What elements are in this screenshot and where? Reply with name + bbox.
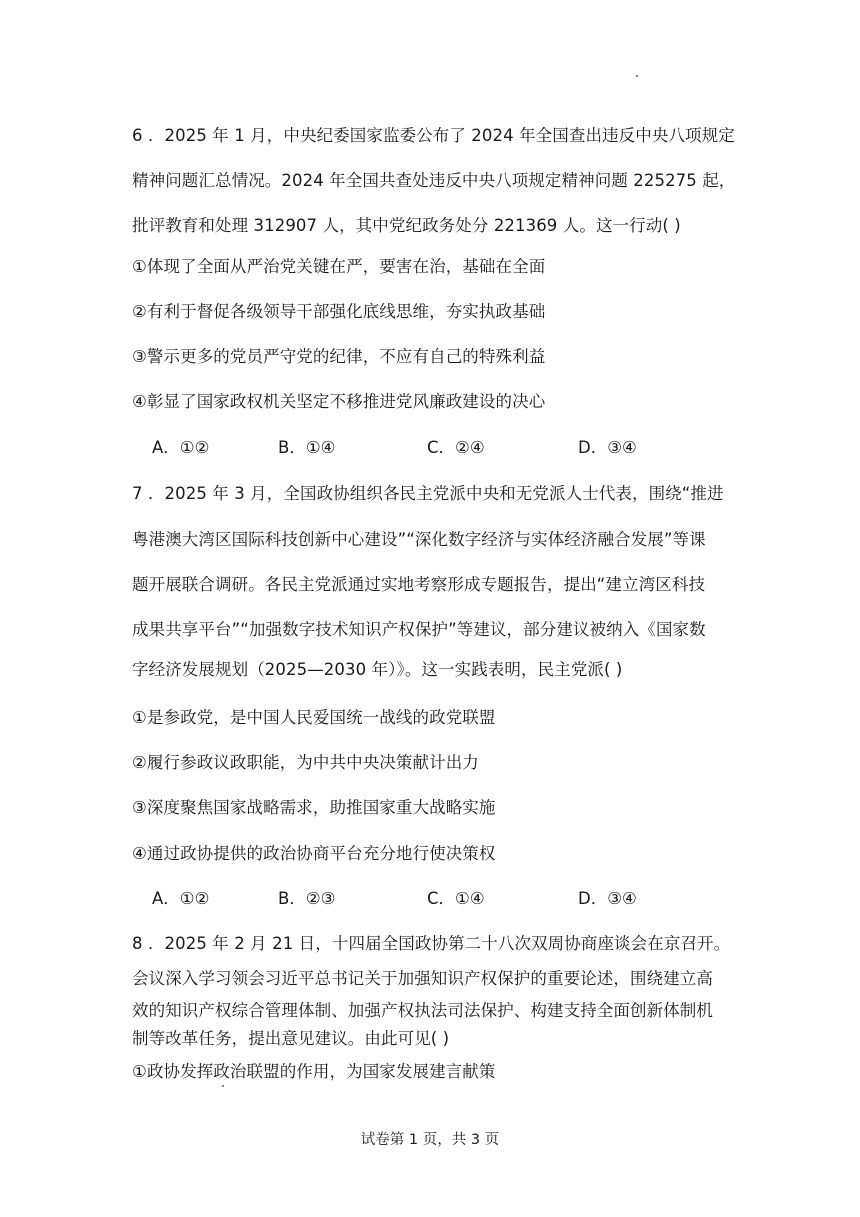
question-6-item: ②有利于督促各级领导干部强化底线思维，夯实执政基础 [132,302,546,321]
question-8-stem-line: 会议深入学习领会习近平总书记关于加强知识产权保护的重要论述，围绕建立高 [132,969,713,988]
question-6-stem-line: 精神问题汇总情况。2024 年全国共查处违反中央八项规定精神问题 225275 起， [132,171,736,190]
question-7-option-a: A．①② [152,889,210,908]
scan-dot [636,75,638,77]
question-8-stem-line: 效的知识产权综合管理体制、加强产权执法司法保护、构建支持全面创新体制机 [132,1001,713,1020]
question-6-item: ④彰显了国家政权机关坚定不移推进党风廉政建设的决心 [132,392,546,411]
page-footer: 试卷第 1 页，共 3 页 [360,1132,500,1148]
scan-dot [222,1085,224,1087]
question-6-stem-line: 6 ．2025 年 1 月，中央纪委国家监委公布了 2024 年全国查出违反中央八项规定 [132,126,735,145]
question-7-option-c: C．①④ [427,889,485,908]
question-6-option-c: C．②④ [427,438,485,457]
question-7-stem-line: 粤港澳大湾区国际科技创新中心建设”“深化数字经济与实体经济融合发展”等课 [132,530,706,549]
question-7-stem-line: 题开展联合调研。各民主党派通过实地考察形成专题报告，提出“建立湾区科技 [132,575,706,594]
question-6-item: ③警示更多的党员严守党的纪律，不应有自己的特殊利益 [132,347,546,366]
question-7-item: ③深度聚焦国家战略需求，助推国家重大战略实施 [132,798,496,817]
question-7-option-d: D．③④ [578,889,637,908]
question-8-stem-line: 制等改革任务，提出意见建议。由此可见( ) [132,1029,450,1048]
question-6-stem-line: 批评教育和处理 312907 人，其中党纪政务处分 221369 人。这一行动( ) [132,216,681,235]
question-7-stem-line: 成果共享平台”“加强数字技术知识产权保护”等建议，部分建议被纳入《国家数 [132,620,706,639]
question-7-stem-line: 字经济发展规划（2025—2030 年）》。这一实践表明，民主党派( ) [132,660,623,679]
question-7-item: ①是参政党，是中国人民爱国统一战线的政党联盟 [132,708,496,727]
question-7-item: ②履行参政议政职能，为中共中央决策献计出力 [132,753,479,772]
question-6-option-d: D．③④ [578,438,637,457]
question-7-stem-line: 7 ．2025 年 3 月，全国政协组织各民主党派中央和无党派人士代表，围绕“推进 [132,484,724,503]
question-8-stem-line: 8 ．2025 年 2 月 21 日，十四届全国政协第二十八次双周协商座谈会在京召开。 [132,934,731,953]
question-6-option-a: A．①② [152,438,210,457]
question-7-option-b: B．②③ [278,889,336,908]
question-8-item: ①政协发挥政治联盟的作用，为国家发展建言献策 [132,1062,496,1081]
question-6-item: ①体现了全面从严治党关键在严，要害在治，基础在全面 [132,257,546,276]
question-6-option-b: B．①④ [278,438,336,457]
question-7-item: ④通过政协提供的政治协商平台充分地行使决策权 [132,844,496,863]
